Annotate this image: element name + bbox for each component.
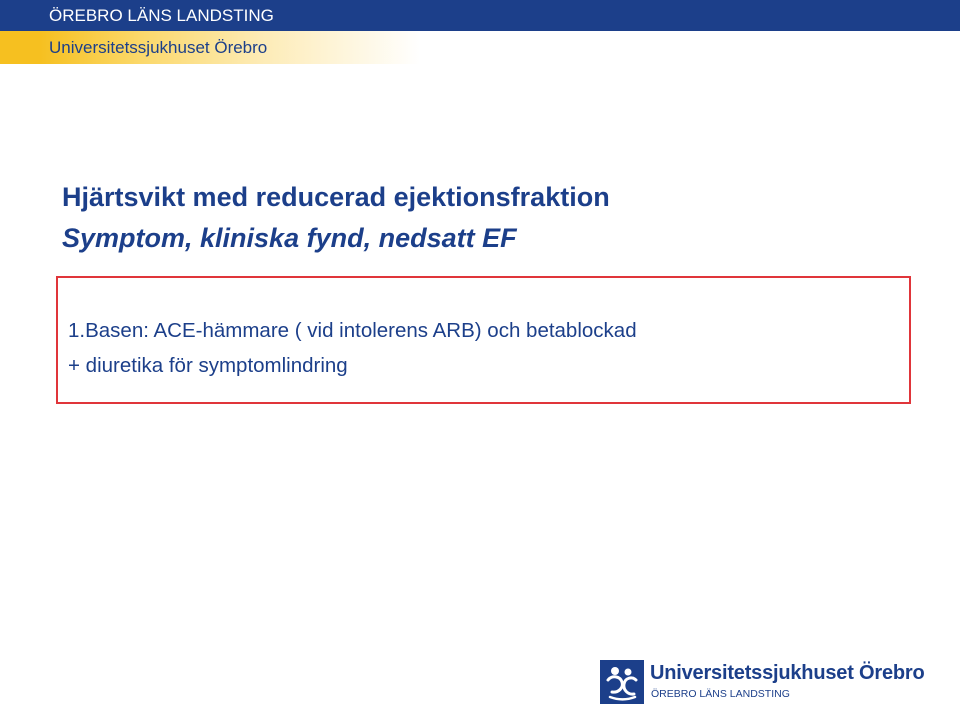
header-bottom-band: [0, 31, 960, 64]
header-hospital: Universitetssjukhuset Örebro: [49, 38, 268, 57]
content-line-2: + diuretika för symptomlindring: [68, 354, 348, 377]
header-top-band: [0, 0, 960, 31]
logo-sub: ÖREBRO LÄNS LANDSTING: [651, 688, 790, 700]
content-box: [56, 276, 911, 404]
slide-subtitle: Symptom, kliniska fynd, nedsatt EF: [62, 223, 517, 253]
header-organization: ÖREBRO LÄNS LANDSTING: [49, 6, 274, 25]
logo-name: Universitetssjukhuset Örebro: [650, 662, 925, 684]
slide-title: Hjärtsvikt med reducerad ejektionsfraktion: [62, 182, 610, 212]
footer-logo: [600, 660, 940, 706]
hospital-logo-icon: [600, 660, 644, 704]
content-line-1: 1.Basen: ACE-hämmare ( vid intolerens ARB) och betablockad: [68, 319, 637, 342]
